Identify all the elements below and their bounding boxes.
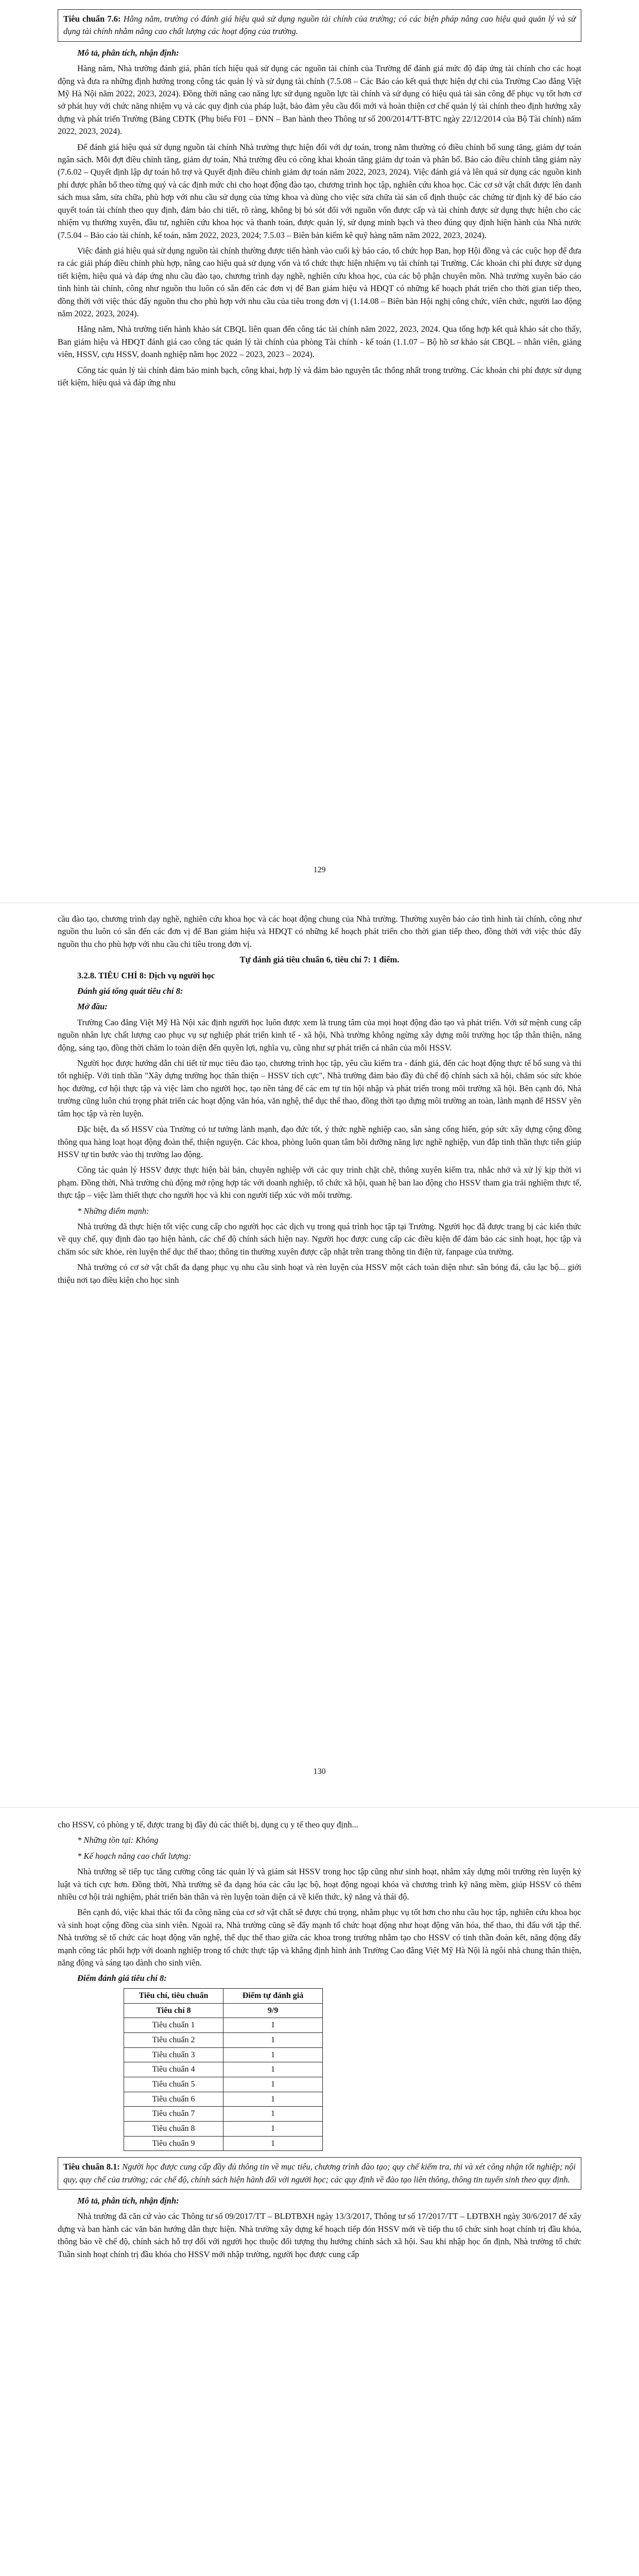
table-cell-label: Tiêu chuẩn 3	[124, 2047, 223, 2062]
intro-heading: Mở đầu:	[77, 1002, 108, 1012]
plan-heading: * Kế hoạch nâng cao chất lượng:	[77, 1851, 192, 1861]
paragraph: Hàng năm, Nhà trường đánh giá, phân tích hiệu quả sử dụng các nguồn tài chính của Trường để đánh giá mức độ đáp ứng tài chính cho các hoạt động và đưa ra những định hướng trong công tác quản lý và sử dụng tài chính (7.5.08 – Các Báo cáo kết quả thực hiện dự chi của Trường Cao đẳng Việt Mỹ Hà Nội năm 2022, 2023, 2024). Đồng thời nâng cao năng lực sử dụng nguồn lực tài chính và sử dụng có hiệu quả tài sản công để phục vụ tốt hơn cơ sở phát huy với chức năng nhiệm vụ và các quy định của pháp luật, bảo đảm yêu cầu đổi mới và hoàn thiện cơ chế quản lý tài chính theo định hướng xây dựng và phát triển Trường (Bảng CĐTK (Phụ biểu F01 – ĐNN – Ban hành theo Thông tư số 200/2014/TT-BTC ngày 22/12/2014 của Bộ Tài chính) năm 2022, 2023, 2024).	[58, 63, 581, 137]
paragraph: Nhà trường có cơ sở vật chất đa dạng phục vụ nhu cầu sinh hoạt và rèn luyện của HSSV một cách toàn diện như: sân bóng đá, câu lạc bộ... giới thiệu nơi tạo điều kiện cho học sinh	[58, 1262, 581, 1285]
paragraph: Nhà trường đã thực hiện tốt việc cung cấp cho người học các dịch vụ trong quá trình học tập tại Trường. Người học đã được trang bị các kiến thức về quy chế, quy định đào tạo hiện hành, các chế độ chính sách hiện nay. Người học được cung cấp các điều kiện để đảm bảo các sinh hoạt, học tập và chăm sóc sức khỏe, rèn luyện thể dục thể thao; thông tin thường xuyên được cập nhật trên trang thông tin điện tử, fanpage của trường.	[58, 1221, 581, 1257]
paragraph: Việc đánh giá hiệu quả sử dụng nguồn tài chính thường được tiến hành vào cuối kỳ báo cáo, tổ chức họp Ban, họp Hội đồng và các cuộc họp để đưa ra các giải pháp điều chỉnh phù hợp, nâng cao hiệu quả sử dụng vốn và tổ chức thực hiện nhiệm vụ tài chính tại Trường. Các khoản chi phí được sử dụng tiết kiệm, hiệu quả và đáp ứng nhu cầu đào tạo, chương trình dạy nghề, nghiên cứu khoa học, của các bộ phận chuyên môn. Nhà trường xuyên báo cáo tình hình tài chính, công như nguồn thu luôn có sẵn đến các đơn vị để Ban giám hiệu và HĐQT có những kế hoạch phát triển cho thời gian tiếp theo, đồng thời với việc thúc đẩy nguồn thu cho phù hợp với nhu cầu của tiêu trong đơn vị (1.14.08 – Biên bản Hội nghị công chức, viên chức, người lao động năm 2022, 2023, 2024).	[58, 245, 581, 318]
table-cell-label: Tiêu chuẩn 4	[124, 2062, 223, 2077]
table-cell-score: 1	[223, 2107, 323, 2122]
paragraph: Công tác quản lý HSSV được thực hiện bài bản, chuyên nghiệp với các quy trình chặt chẽ, thông xuyên kiểm tra, nhắc nhở và xử lý kịp thời vi phạm. Đồng thời, Nhà trường chủ động mở rộng hợp tác với doanh nghiệp, tổ chức xã hội, quan hệ ban lao động cho HSSV tham gia trải nghiệm thực tế, thực tập – việc làm thiết thực cho người học và khi con người tiếp xúc với môi trường.	[58, 1165, 581, 1200]
table-cell-label: Tiêu chuẩn 1	[124, 2018, 223, 2033]
table-cell-label: Tiêu chuẩn 7	[124, 2107, 223, 2122]
paragraph: Để đánh giá hiệu quả sử dụng nguồn tài chính Nhà trường thực hiện đối với dự toán, trong năm thường có điều chỉnh bổ sung tăng, giảm dự toán ngân sách. Mỗi đợt điều chỉnh tăng, giảm dự toán, Nhà trường đều có công khai khoản tăng giảm dự toán và phân bổ. Báo cáo điều chỉnh tăng giảm này (7.6.02 – Quyết định lập dự toán hỗ trợ và Quyết định điều chỉnh giảm dự toán năm 2022, 2023, 2024). Việc đánh giá và lên quá sử dụng các nguồn kinh phí được phân bổ theo từng quý và các định mức chi cho hoạt động đào tạo, chương trình học tập, nghiên cứu khoa học. Các cơ sở vật chất được lên danh sách mua sắm, sửa chữa, phù hợp với nhu cầu sử dụng của từng khoa và dùng cho việc sửa chữa tài sản cố định thuộc các chứng từ định kỳ để báo cáo quyết toán tài chính theo quy định, đảm bảo chi tiết, rõ ràng, không bị bỏ sót đối với nguồn vốn được cấp và tài chính được sử dụng thực hiện cho các nhiệm vụ thường xuyên, đầu tư, nghiên cứu khoa học và thanh toán, được quản lý, sử dụng minh bạch và theo đúng quy định hiện hành của Nhà nước (7.5.04 – Bảo cáo tài chính, kế toán, năm 2022, 2023, 2024; 7.5.03 – Biên bản kiểm kê quỹ hàng năm năm 2022, 2023, 2024).	[58, 142, 581, 240]
table-row	[124, 2018, 323, 2033]
table-row	[124, 2077, 323, 2092]
table-cell-label: Tiêu chuẩn 8	[124, 2121, 223, 2136]
score-line: Tự đánh giá tiêu chuẩn 6, tiêu chí 7: 1 điểm.	[239, 955, 400, 965]
overall-heading: Đánh giá tổng quát tiêu chí 8:	[77, 986, 183, 996]
strengths-heading: * Những điểm mạnh:	[77, 1206, 149, 1216]
table-body	[124, 2003, 323, 2151]
paragraph: Nhà trường sẽ tiếp tục tăng cường công tác quản lý và giám sát HSSV trong học tập cũng như sinh hoạt, nhằm xây dựng môi trường rèn luyện kỷ luật và tích cực hơn. Đồng thời, Nhà trường sẽ đa dạng hóa các câu lạc bộ, hoạt động ngoại khóa và chương trình kỹ năng mềm, giúp HSSV có thêm nhiều cơ hội trải nghiệm, phát triển bản thân và rèn luyện toàn diện cả về kiến thức, kỹ năng và thái độ.	[58, 1867, 581, 1902]
table-cell-score: 1	[223, 2047, 323, 2062]
table-cell-score: 1	[223, 2077, 323, 2092]
table-row	[124, 2003, 323, 2018]
standard-label: Tiêu chuẩn 7.6:	[63, 14, 121, 24]
table-cell-score: 9/9	[223, 2003, 323, 2018]
standard-text: Hằng năm, trường có đánh giá hiệu quả sử dụng nguồn tài chính của trường; có các biện pháp nâng cao hiệu quả quản lý và sử dụng tài chính nhằm nâng cao chất lượng các hoạt động của trường.	[63, 14, 576, 37]
paragraph: Đặc biệt, đa số HSSV của Trường có tư tưởng lành mạnh, đạo đức tốt, ý thức nghề nghiệp cao, sẵn sàng cống hiến, góp sức xây dựng cộng đồng thông qua hàng loạt hoạt động đoàn thể, thiện nguyện. Các khoa, phòng luôn quan tâm bồi dưỡng năng lực nghề nghiệp, vun đắp tinh thần thực tiễn giúp HSSV tự tin bước vào thị trường lao động.	[58, 1124, 581, 1159]
page-divider	[0, 1807, 639, 1808]
paragraph: Bên cạnh đó, việc khai thác tối đa công năng của cơ sở vật chất sẽ được chú trọng, nhằm phục vụ tốt hơn cho nhu cầu học tập, nghiên cứu khoa học và sinh hoạt cộng đồng của sinh viên. Ngoài ra, Nhà trường cũng sẽ đẩy mạnh tổ chức hoạt động như hoạt động văn hóa, thể thao, thi đấu với tập thể. Nhà trường sẽ tổ chức các hoạt động văn nghệ, thể dục thể thao giữa các khoa trong trường nhằm tạo cho HSSV có tinh thần đoàn kết, năng động đẩy mạnh công tác phối hợp với doanh nghiệp trong tổ chức thực tập và khẳng định hình ảnh Trường Cao đẳng Việt Mỹ Hà Nội là ngôi nhà chung thân thiện, năng động và sáng tạo dành cho sinh viên.	[58, 1907, 581, 1968]
table-row	[124, 2062, 323, 2077]
table-row	[124, 2107, 323, 2122]
criterion-heading: 3.2.8. TIÊU CHÍ 8: Dịch vụ người học	[77, 970, 215, 980]
page-number: 129	[313, 866, 326, 874]
standard-text: Người học được cung cấp đầy đủ thông tin về mục tiêu, chương trình đào tạo; quy chế kiểm tra, thi và xét công nhận tốt nghiệp; nội quy, quy chế của trường; các chế độ, chính sách hiện hành đối với người học; các quy định về đào tạo liên thông, thông tin tuyển sinh theo quy định.	[63, 2162, 576, 2184]
score-table-title: Điểm đánh giá tiêu chí 8:	[77, 1973, 167, 1984]
table-row	[124, 2032, 323, 2047]
table-cell-label: Tiêu chuẩn 6	[124, 2092, 223, 2107]
table-header-row	[124, 1988, 323, 2003]
page-130	[0, 913, 639, 1290]
table-cell-label: Tiêu chuẩn 5	[124, 2077, 223, 2092]
table-cell-label: Tiêu chuẩn 9	[124, 2136, 223, 2151]
table-cell-score: 1	[223, 2062, 323, 2077]
page-131	[0, 1819, 639, 2264]
paragraph: Trường Cao đẳng Việt Mỹ Hà Nội xác định người học luôn được xem là trung tâm của mọi hoạt động đào tạo và phát triển. Với sứ mệnh cung cấp nguồn nhân lực chất lượng cao phục vụ sự nghiệp phát triển kinh tế - xã hội, Nhà trường không ngừng xây dựng môi trường học tập thân thiện, năng động, sáng tạo, đồng thời chăm lo toàn diện đến quyền lợi, nghĩa vụ, cũng như sự phát triển cá nhân của mỗi HSSV.	[58, 1017, 581, 1053]
weaknesses-heading: * Những tồn tại: Không	[77, 1835, 159, 1845]
table-cell-score: 1	[223, 2136, 323, 2151]
page-number: 130	[313, 1767, 326, 1776]
paragraph: Người học được hướng dẫn chi tiết từ mục tiêu đào tạo, chương trình học tập, yêu cầu kiểm tra - đánh giá, đến các hoạt động thực tế bổ sung và thi tốt nghiệp. Với tinh thần "Xây dựng trường học thân thiện – HSSV tích cực", Nhà trường đảm bảo đầy đủ chế độ chính sách xã hội, chăm sóc sức khỏe học đường, cơ hội thực tập và việc làm cho người học, tạo nền tảng để các em tự tin hội nhập và phát triển trong môi trường xã hội. Bên cạnh đó, Nhà trường cũng luôn chú trọng phát triển các hoạt động văn hóa, văn nghệ, thể dục thể thao, đồng thời tạo dựng môi trường an toàn, lành mạnh để HSSV yên tâm học tập và rèn luyện.	[58, 1058, 581, 1118]
table-row	[124, 2136, 323, 2151]
table-row	[124, 2092, 323, 2107]
standard-8-1-box	[58, 2157, 581, 2190]
paragraph: Hằng năm, Nhà trường tiến hành khảo sát CBQL liên quan đến công tác tài chính năm 2022, 2023, 2024. Qua tổng hợp kết quả khảo sát cho thấy, Ban giám hiệu và HĐQT đánh giá cao công tác quản lý tài chính của phòng Tài chính - kế toán (1.1.07 – Bộ hồ sơ khảo sát CBQL – nhân viên, giảng viên, HSSV, cựu HSSV, doanh nghiệp năm học 2022 – 2023, 2023 – 2024).	[58, 324, 581, 360]
paragraph: cho HSSV, có phòng y tế, được trang bị đầy đủ các thiết bị, dụng cụ y tế theo quy định...	[58, 1820, 358, 1829]
section-heading: Mô tả, phân tích, nhận định:	[77, 2196, 179, 2206]
table-cell-score: 1	[223, 2121, 323, 2136]
table-header: Điểm tự đánh giá	[223, 1988, 323, 2003]
table-cell-label: Tiêu chuẩn 2	[124, 2032, 223, 2047]
standard-7-6-box	[58, 9, 581, 42]
table-row	[124, 2121, 323, 2136]
paragraph: cầu đào tạo, chương trình dạy nghề, nghiên cứu khoa học và các hoạt động chung của Nhà trường. Thường xuyên báo cáo tình hình tài chính, công như nguồn thu luôn có sẵn đến các đơn vị để Ban giám hiệu và HĐQT có những kế hoạch phát triển cho thời gian tiếp theo, đồng thời với việc thúc đẩy nguồn thu cho phù hợp với nhu cầu chi tiêu trong đơn vị.	[58, 914, 581, 949]
section-heading: Mô tả, phân tích, nhận định:	[77, 47, 179, 58]
table-cell-score: 1	[223, 2092, 323, 2107]
table-cell-score: 1	[223, 2018, 323, 2033]
paragraph: Nhà trường đã căn cứ vào các Thông tư số 09/2017/TT – BLĐTBXH ngày 13/3/2017, Thông tư số 17/2017/TT – LĐTBXH ngày 30/6/2017 để xây dựng và ban hành các văn bản hướng dẫn thực hiện. Nhà trường xây dựng kế hoạch tiếp đón HSSV mới về tiếp thu tổ chức sinh hoạt chính trị đầu khóa, thông báo về chế độ, chính sách hỗ trợ đối với người học thuộc đối tượng thụ hưởng chính sách xã hội. Sau khi nhập học ổn định, Nhà trường tổ chức Tuần sinh hoạt chính trị đầu khóa cho HSSV mới nhập trường, người học được cung cấp	[58, 2211, 581, 2259]
table-header: Tiêu chí, tiêu chuẩn	[124, 1988, 223, 2003]
score-table	[124, 1988, 323, 2151]
table-cell-label: Tiêu chí 8	[124, 2003, 223, 2018]
page-129	[0, 9, 639, 392]
standard-label: Tiêu chuẩn 8.1:	[63, 2162, 120, 2172]
table-cell-score: 1	[223, 2032, 323, 2047]
table-row	[124, 2047, 323, 2062]
paragraph: Công tác quản lý tài chính đảm bảo minh bạch, công khai, hợp lý và đảm bảo nguyên tắc thống nhất trong trường. Các khoản chi phí được sử dụng tiết kiệm, hiệu quả và đáp ứng nhu	[58, 365, 581, 387]
